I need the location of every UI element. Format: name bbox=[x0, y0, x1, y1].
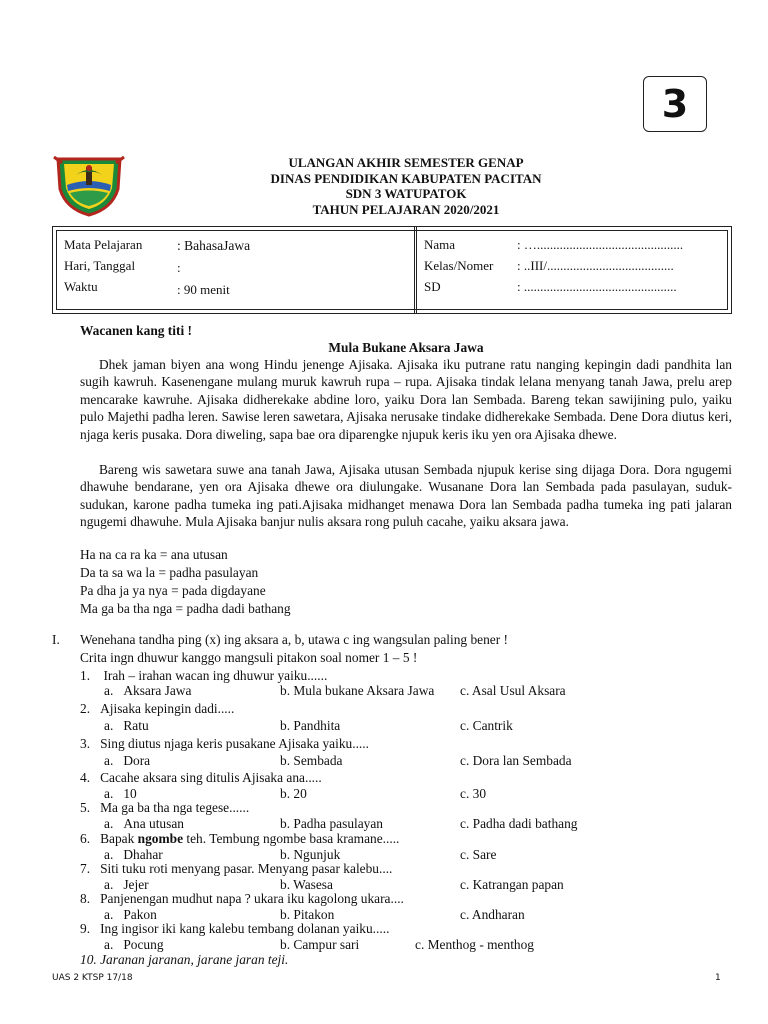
regency-emblem-logo bbox=[52, 155, 126, 217]
question-3-option-c[interactable]: c. Dora lan Sembada bbox=[460, 753, 572, 768]
question-9-option-c[interactable]: c. Menthog - menthog bbox=[415, 937, 535, 952]
info-date-value[interactable]: : bbox=[177, 260, 181, 275]
question-3-option-a[interactable] bbox=[104, 752, 150, 769]
question-text: Jaranan jaranan, jarane jaran teji. bbox=[100, 952, 289, 967]
reading-paragraph-1 bbox=[80, 356, 732, 443]
question-text: Ma ga ba tha nga tegese...... bbox=[100, 800, 250, 815]
question-number: 6. bbox=[80, 831, 91, 846]
question-9 bbox=[80, 920, 389, 937]
option-letter: a. bbox=[104, 847, 114, 862]
header-exam-title: ULANGAN AKHIR SEMESTER GENAP bbox=[288, 155, 524, 170]
reading-instruction: Wacanen kang titi ! bbox=[80, 323, 192, 338]
option-text: Ratu bbox=[123, 718, 149, 733]
info-name-label: Nama bbox=[424, 237, 456, 252]
question-1-option-a[interactable] bbox=[104, 682, 191, 699]
info-subject-label: Mata Pelajaran bbox=[64, 237, 143, 252]
question-10 bbox=[80, 951, 288, 968]
question-text: Panjenengan mudhut napa ? ukara iku kagolong ukara.... bbox=[100, 891, 404, 906]
header-school: SDN 3 WATUPATOK bbox=[345, 186, 467, 201]
aksara-line-4: Ma ga ba tha nga = padha dadi bathang bbox=[80, 601, 291, 616]
info-school-value[interactable]: : ............................................... bbox=[517, 279, 677, 294]
question-text: Irah – irahan wacan ing dhuwur yaiku...... bbox=[100, 668, 328, 683]
question-2-option-a[interactable] bbox=[104, 717, 149, 734]
question-4 bbox=[80, 769, 322, 786]
question-2 bbox=[80, 700, 234, 717]
question-text-pre: Bapak bbox=[100, 831, 138, 846]
question-1-option-c[interactable]: c. Asal Usul Aksara bbox=[460, 683, 566, 698]
info-class-label: Kelas/Nomer bbox=[424, 258, 494, 273]
document-header bbox=[150, 155, 662, 217]
reading-paragraph-2 bbox=[80, 461, 732, 531]
question-7-option-b[interactable]: b. Wasesa bbox=[280, 877, 333, 892]
aksara-line-3: Pa dha ja ya nya = pada digdayane bbox=[80, 583, 266, 598]
section-roman-numeral: I. bbox=[52, 632, 60, 647]
question-6-option-c[interactable]: c. Sare bbox=[460, 847, 497, 862]
option-letter: a. bbox=[104, 718, 114, 733]
info-subject-value[interactable]: : BahasaJawa bbox=[177, 238, 251, 253]
question-number: 1. bbox=[80, 668, 91, 683]
question-8 bbox=[80, 890, 404, 907]
question-3-option-b[interactable]: b. Sembada bbox=[280, 753, 343, 768]
question-3 bbox=[80, 735, 369, 752]
footer-code: UAS 2 KTSP 17/18 bbox=[52, 973, 133, 983]
question-4-option-b[interactable]: b. 20 bbox=[280, 786, 307, 801]
option-text: Aksara Jawa bbox=[123, 683, 192, 698]
question-number: 3. bbox=[80, 736, 91, 751]
info-date-label: Hari, Tanggal bbox=[64, 258, 136, 273]
question-1-option-b[interactable]: b. Mula bukane Aksara Jawa bbox=[280, 683, 435, 698]
question-number: 8. bbox=[80, 891, 91, 906]
question-9-option-b[interactable]: b. Campur sari bbox=[280, 937, 360, 952]
option-text: 10 bbox=[123, 786, 137, 801]
question-number: 7. bbox=[80, 861, 91, 876]
option-text: Pocung bbox=[123, 937, 164, 952]
info-time-label: Waktu bbox=[64, 279, 98, 294]
question-5 bbox=[80, 799, 249, 816]
reading-paragraph-1-text: Dhek jaman biyen ana wong Hindu jenenge Ajisaka. Ajisaka iku putrane ratu nanging kepingin dadi pandhita lan sugih kawruh. Kasenengane mulang muruk kawruh rupa – rupa. Ajisaka tindak lelana menyang tanah Jawa, prelu arep mencarake kawruhe. Ajisaka didherekake abdine loro, yaiku Dora lan Sembada. Bareng tekan sawijining pulo, yaiku pulo Majethi padha leren. Sawise leren sawetara, Ajisaka nerusake tindake didherekake Sembada. Dene Dora diutus keri, njaga keris pusaka. Dora diweling, sapa bae ora diparengke njupuk keris iku yen ora Ajisaka dhewe. bbox=[80, 357, 732, 442]
option-letter: a. bbox=[104, 937, 114, 952]
info-school-label: SD bbox=[424, 279, 441, 294]
question-7 bbox=[80, 860, 392, 877]
question-5-option-b[interactable]: b. Padha pasulayan bbox=[280, 816, 384, 831]
option-letter: a. bbox=[104, 877, 114, 892]
question-text: Cacahe aksara sing ditulis Ajisaka ana..... bbox=[100, 770, 322, 785]
footer-page-number: 1 bbox=[715, 973, 721, 983]
question-number: 4. bbox=[80, 770, 91, 785]
section-instruction-2: Crita ingn dhuwur kanggo mangsuli pitakon soal nomer 1 – 5 ! bbox=[80, 650, 418, 665]
page-number-box-label: 3 bbox=[661, 82, 689, 126]
aksara-line-1: Ha na ca ra ka = ana utusan bbox=[80, 547, 228, 562]
question-6-option-b[interactable]: b. Ngunjuk bbox=[280, 847, 341, 862]
question-text-emphasis: ngombe bbox=[137, 831, 184, 846]
question-5-option-c[interactable]: c. Padha dadi bathang bbox=[460, 816, 578, 831]
reading-paragraph-2-text: Bareng wis sawetara suwe ana tanah Jawa, Ajisaka utusan Sembada njupuk kerise sing dijaga Dora. Dora ngugemi dhawuhe bendarane, yen ora Ajisaka dhewe ora diulungake. Wusanane Dora lan Sembada pada pasulayan, suduk- sudukan, karone padha tumeka ing pati.Ajisaka midhanget menawa Dora lan Sembada padha tumeka ing pati jalaran ngugemi dhawuhe. Mula Ajisaka banjur nulis aksara rong puluh cacahe, yaiku aksara jawa. bbox=[80, 462, 732, 530]
info-box-divider bbox=[414, 227, 417, 313]
question-text: Ajisaka kepingin dadi..... bbox=[100, 701, 235, 716]
info-name-value[interactable]: : …............................................. bbox=[517, 237, 684, 252]
option-text: Dhahar bbox=[123, 847, 163, 862]
question-number: 9. bbox=[80, 921, 91, 936]
aksara-line-2: Da ta sa wa la = padha pasulayan bbox=[80, 565, 259, 580]
option-letter: a. bbox=[104, 816, 114, 831]
info-class-value[interactable]: : ..III/....................................... bbox=[517, 258, 674, 273]
option-letter: a. bbox=[104, 683, 114, 698]
info-time-value[interactable]: : 90 menit bbox=[177, 282, 230, 297]
question-8-option-b[interactable]: b. Pitakon bbox=[280, 907, 335, 922]
header-agency: DINAS PENDIDIKAN KABUPATEN PACITAN bbox=[270, 170, 542, 186]
question-text: Siti tuku roti menyang pasar. Menyang pasar kalebu.... bbox=[100, 861, 393, 876]
question-8-option-c[interactable]: c. Andharan bbox=[460, 907, 525, 922]
option-letter: a. bbox=[104, 907, 114, 922]
option-text: Ana utusan bbox=[123, 816, 184, 831]
student-info-box bbox=[52, 226, 732, 314]
option-text: Dora bbox=[123, 753, 151, 768]
question-2-option-b[interactable]: b. Pandhita bbox=[280, 718, 341, 733]
question-6 bbox=[80, 830, 399, 847]
question-text: Sing diutus njaga keris pusakane Ajisaka yaiku..... bbox=[100, 736, 369, 751]
reading-title: Mula Bukane Aksara Jawa bbox=[328, 340, 484, 355]
question-4-option-c[interactable]: c. 30 bbox=[460, 786, 487, 801]
question-text: Ing ingisor iki kang kalebu tembang dolanan yaiku..... bbox=[100, 921, 390, 936]
option-letter: a. bbox=[104, 786, 114, 801]
header-school-year: TAHUN PELAJARAN 2020/2021 bbox=[312, 201, 500, 217]
option-text: Pakon bbox=[123, 907, 157, 922]
option-letter: a. bbox=[104, 753, 114, 768]
section-instruction-1: Wenehana tandha ping (x) ing aksara a, b, utawa c ing wangsulan paling bener ! bbox=[80, 632, 509, 647]
question-number: 10. bbox=[80, 952, 97, 967]
question-number: 2. bbox=[80, 701, 91, 716]
question-number: 5. bbox=[80, 800, 91, 815]
question-text-post: teh. Tembung ngombe basa kramane..... bbox=[183, 831, 400, 846]
question-2-option-c[interactable]: c. Cantrik bbox=[460, 718, 513, 733]
page-number-box bbox=[643, 76, 707, 132]
question-7-option-c[interactable]: c. Katrangan papan bbox=[460, 877, 564, 892]
option-text: Jejer bbox=[123, 877, 149, 892]
